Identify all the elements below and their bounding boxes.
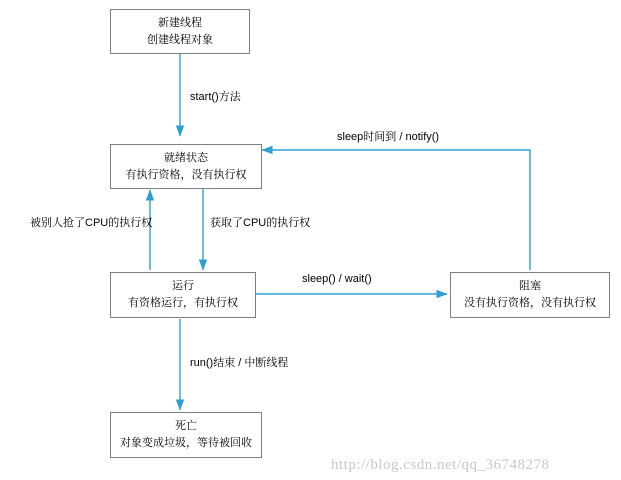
edge-label-preempted-cpu: 被别人抢了CPU的执行权	[30, 217, 153, 229]
node-new-thread-line1: 新建线程	[158, 16, 202, 29]
node-blocked-state-line2: 没有执行资格，没有执行权	[464, 297, 596, 309]
edge-label-start-method: start()方法	[190, 91, 241, 103]
node-dead-state-line1: 死亡	[175, 420, 197, 432]
edge-label-sleep-timeout-notify: sleep时间到 / notify()	[337, 131, 440, 143]
node-dead-state-line2: 对象变成垃圾，等待被回收	[120, 437, 252, 449]
edge-label-sleep-wait: sleep() / wait()	[302, 273, 372, 285]
edge-label-acquire-cpu: 获取了CPU的执行权	[210, 217, 311, 229]
node-blocked-state[interactable]	[450, 272, 610, 318]
node-running-state[interactable]	[110, 272, 256, 318]
edge-label-run-end-interrupt: run()结束 / 中断线程	[190, 357, 289, 369]
node-blocked-state-line1: 阻塞	[519, 280, 541, 292]
edge-blocked-to-ready	[262, 150, 530, 270]
node-ready-state-line2: 有执行资格，没有执行权	[125, 168, 247, 181]
node-dead-state[interactable]	[110, 412, 262, 458]
node-ready-state[interactable]	[110, 144, 262, 189]
node-new-thread-line2: 创建线程对象	[147, 33, 213, 46]
node-running-state-line2: 有资格运行，有执行权	[128, 297, 238, 309]
watermark: http://blog.csdn.net/qq_36748278	[331, 457, 550, 473]
node-new-thread[interactable]	[110, 9, 250, 54]
node-running-state-line1: 运行	[172, 280, 194, 292]
node-ready-state-line1: 就绪状态	[164, 151, 208, 164]
